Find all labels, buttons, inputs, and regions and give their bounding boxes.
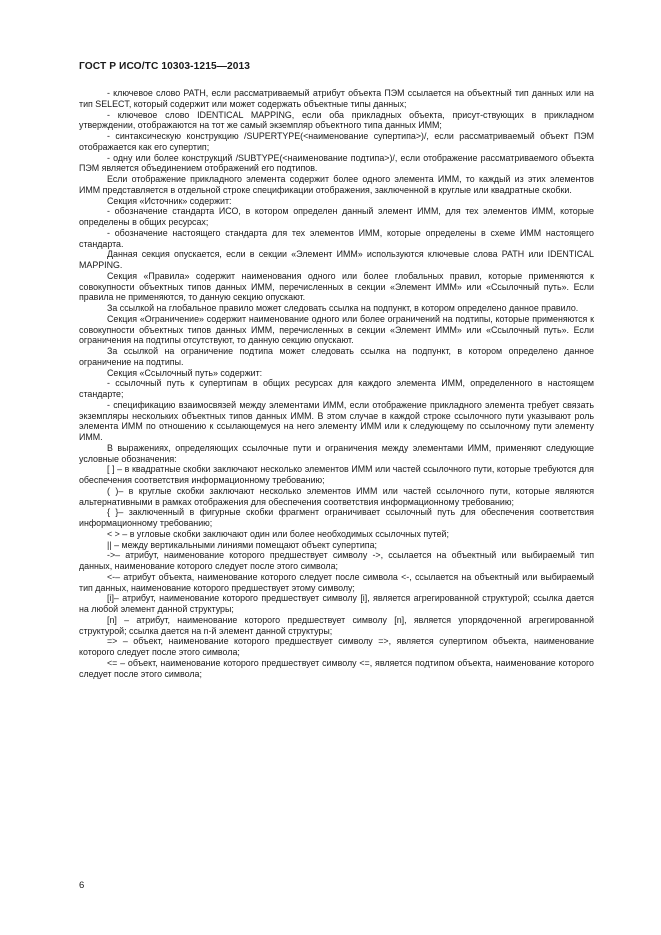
paragraph: <-– атрибут объекта, наименование которого следует после символа <-, ссылается на объектный или выбираемый тип данных, наименование которого предшествует этому символу;	[79, 571, 594, 593]
paragraph: Секция «Правила» содержит наименования одного или более глобальных правил, которые применяются к совокупности объектных типов данных ИММ, перечисленных в секции «Элемент ИММ» или «Ссылочный путь». Если правила не применяются, то данную секцию опускают.	[79, 270, 594, 303]
paragraph: { }– заключенный в фигурные скобки фрагмент ограничивает ссылочный путь для обеспечения соответствия информационному требованию;	[79, 507, 594, 528]
document-body	[79, 88, 594, 679]
document-header: ГОСТ Р ИСО/ТС 10303-1215—2013	[79, 61, 251, 72]
paragraph: - ключевое слово PATH, если рассматриваемый атрибут объекта ПЭМ ссылается на объектный тип данных или на тип SELECT, который содержит или может содержать объектные типы данных;	[79, 88, 594, 109]
paragraph: Данная секция опускается, если в секции «Элемент ИММ» используются ключевые слова PATH или IDENTICAL MAPPING.	[79, 249, 594, 270]
paragraph: [i]– атрибут, наименование которого предшествует символу [i], является агрегированной структурой; ссылка дается на любой элемент данной структуры;	[79, 593, 594, 614]
paragraph: За ссылкой на глобальное правило может следовать ссылка на подпункт, в котором определено данное правило.	[107, 303, 579, 313]
paragraph: - спецификацию взаимосвязей между элементами ИММ, если отображение прикладного элемента требует связать экземпляры нескольких объектных типов данных ИММ. В этом случае в каждой строке ссылочного пути указывают роль элемента ИММ по отношению к ссылающемуся на него элементу ИММ или к следующему по ссылочному пути элементу ИММ.	[79, 399, 594, 442]
paragraph: Секция «Источник» содержит:	[107, 195, 232, 206]
paragraph: За ссылкой на ограничение подтипа может следовать ссылка на подпункт, в котором определено данное ограничение на подтипы.	[79, 346, 594, 367]
paragraph: Секция «Ссылочный путь» содержит:	[107, 367, 263, 378]
paragraph: - ключевое слово IDENTICAL MAPPING, если оба прикладных объекта, присут-ствующих в прикладном утверждении, отображаются на тот же самый экземпляр объектного типа данных ИММ;	[79, 109, 594, 131]
paragraph: - синтаксическую конструкцию /SUPERTYPE(<наименование супертипа>)/, если рассматриваемый объект ПЭМ отображается как его супертип;	[79, 131, 594, 152]
paragraph: - обозначение настоящего стандарта для тех элементов ИММ, которые определены в схеме ИММ настоящего стандарта.	[79, 227, 594, 249]
paragraph: || – между вертикальными линиями помещают объект супертипа;	[107, 539, 378, 550]
paragraph: - обозначение стандарта ИСО, в котором определен данный элемент ИММ, для тех элементов ИММ, которые определены в общих ресурсах;	[79, 206, 594, 227]
paragraph: Секция «Ограничение» содержит наименование одного или более ограничений на подтипы, которые применяются к совокупности объектных типов данных ИММ, перечисленных в секции «Элемент ИММ» или «Ссылочный путь». Если ограничения на подтипы отсутствуют, то данную секцию опускают.	[79, 313, 594, 346]
paragraph: - ссылочный путь к супертипам в общих ресурсах для каждого элемента ИММ, определенного в настоящем стандарте;	[79, 378, 594, 399]
paragraph: В выражениях, определяющих ссылочные пути и ограничения между элементами ИММ, применяют следующие условные обозначения:	[79, 442, 594, 464]
paragraph: => – объект, наименование которого предшествует символу =>, является супертипом объекта, наименование которого следует после этого символа;	[79, 636, 594, 657]
paragraph: - одну или более конструкций /SUBTYPE(<наименование подтипа>)/, если отображение рассматриваемого объекта ПЭМ является объединением отображений его подтипов.	[79, 152, 594, 174]
paragraph: ( )– в круглые скобки заключают несколько элементов ИММ или частей ссылочного пути, которые являются альтернативными в рамках отображения для обеспечения соответствия информационному требованию;	[79, 485, 594, 507]
paragraph: [ ] – в квадратные скобки заключают несколько элементов ИММ или частей ссылочного пути, которые требуются для обеспечения соответствия информационному требованию;	[79, 464, 594, 485]
page-number: 6	[79, 880, 85, 891]
paragraph: <= – объект, наименование которого предшествует символу <=, является подтипом объекта, наименование которого следует после этого символа;	[79, 657, 594, 679]
paragraph: ->– атрибут, наименование которого предшествует символу ->, ссылается на объектный или выбираемый тип данных, наименование которого следует после этого символа;	[79, 550, 594, 571]
paragraph: Если отображение прикладного элемента содержит более одного элемента ИММ, то каждый из этих элементов ИММ представляется в отдельной строке спецификации отображения, заключенной в круглые или квадратные скобки.	[79, 174, 594, 195]
paragraph: [n] – атрибут, наименование которого предшествует символу [n], является упорядоченной агрегированной структурой; ссылка дается на n-й элемент данной структуры;	[79, 614, 594, 636]
paragraph: < > – в угловые скобки заключают один или более необходимых ссылочных путей;	[107, 528, 449, 539]
